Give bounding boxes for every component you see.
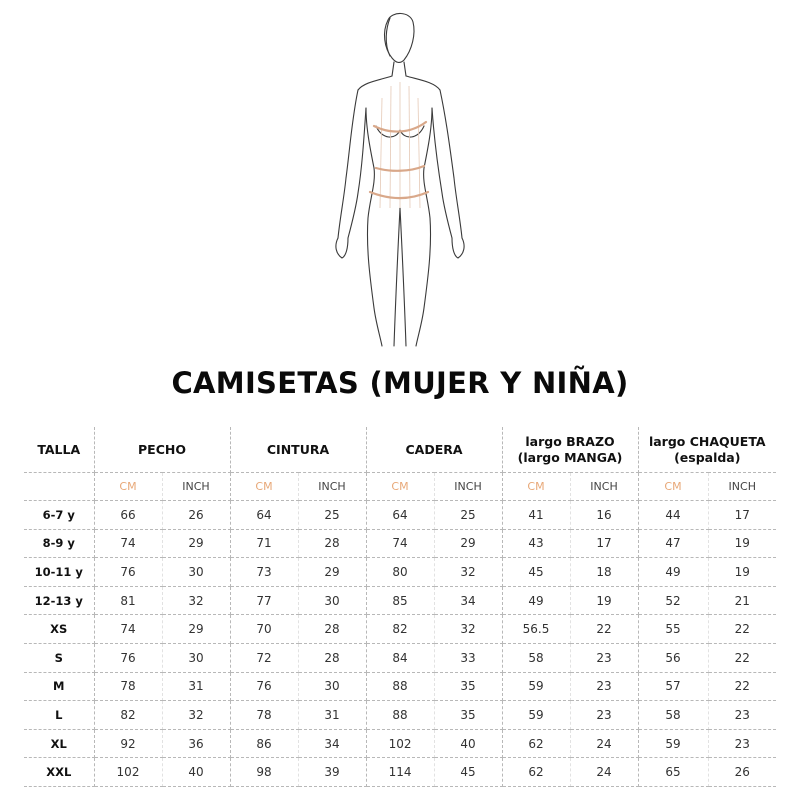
inch-value-cell: 22 [570, 615, 638, 644]
cm-value-cell: 114 [366, 758, 434, 787]
inch-value-cell: 30 [162, 558, 230, 587]
table-row [24, 586, 776, 615]
inch-value-cell: 28 [298, 615, 366, 644]
inch-value-cell: 34 [434, 586, 502, 615]
unit-cm: CM [502, 473, 570, 501]
cm-value-cell: 62 [502, 758, 570, 787]
inch-value-cell: 31 [298, 701, 366, 730]
unit-cm: CM [230, 473, 298, 501]
cm-value-cell: 85 [366, 586, 434, 615]
cm-value-cell: 47 [638, 529, 708, 558]
unit-inch: INCH [162, 473, 230, 501]
inch-value-cell: 19 [570, 586, 638, 615]
body-figure-illustration [300, 8, 500, 348]
cm-value-cell: 74 [366, 529, 434, 558]
inch-value-cell: 25 [298, 501, 366, 530]
cm-value-cell: 44 [638, 501, 708, 530]
inch-value-cell: 22 [708, 615, 776, 644]
cm-value-cell: 58 [638, 701, 708, 730]
cm-value-cell: 43 [502, 529, 570, 558]
inch-value-cell: 19 [708, 558, 776, 587]
inch-value-cell: 36 [162, 729, 230, 758]
table-row [24, 643, 776, 672]
cm-value-cell: 88 [366, 701, 434, 730]
size-label: L [24, 701, 94, 730]
cm-value-cell: 74 [94, 615, 162, 644]
cm-value-cell: 62 [502, 729, 570, 758]
inch-value-cell: 29 [162, 529, 230, 558]
cm-value-cell: 98 [230, 758, 298, 787]
cm-value-cell: 84 [366, 643, 434, 672]
unit-inch: INCH [434, 473, 502, 501]
cm-value-cell: 78 [94, 672, 162, 701]
cm-value-cell: 56 [638, 643, 708, 672]
cm-value-cell: 88 [366, 672, 434, 701]
inch-value-cell: 33 [434, 643, 502, 672]
page-title: CAMISETAS (MUJER Y NIÑA) [171, 366, 629, 400]
table-row [24, 558, 776, 587]
inch-value-cell: 28 [298, 643, 366, 672]
table-row [24, 758, 776, 787]
cm-value-cell: 65 [638, 758, 708, 787]
inch-value-cell: 17 [570, 529, 638, 558]
cm-value-cell: 49 [638, 558, 708, 587]
cm-value-cell: 49 [502, 586, 570, 615]
cm-value-cell: 92 [94, 729, 162, 758]
header-row [24, 427, 776, 473]
inch-value-cell: 28 [298, 529, 366, 558]
inch-value-cell: 40 [434, 729, 502, 758]
unit-inch: INCH [570, 473, 638, 501]
cm-value-cell: 57 [638, 672, 708, 701]
header-largo-brazo-line2: (largo MANGA) [517, 449, 623, 465]
cm-value-cell: 70 [230, 615, 298, 644]
header-largo-brazo-line1: largo BRAZO [525, 433, 615, 449]
header-pecho: PECHO [94, 427, 230, 473]
inch-value-cell: 23 [570, 643, 638, 672]
cm-value-cell: 59 [638, 729, 708, 758]
cm-value-cell: 66 [94, 501, 162, 530]
inch-value-cell: 32 [434, 615, 502, 644]
table-row [24, 701, 776, 730]
size-chart-table [24, 427, 776, 787]
size-label: M [24, 672, 94, 701]
inch-value-cell: 26 [162, 501, 230, 530]
size-label: XXL [24, 758, 94, 787]
size-label: XS [24, 615, 94, 644]
cm-value-cell: 72 [230, 643, 298, 672]
unit-inch: INCH [298, 473, 366, 501]
header-talla: TALLA [24, 427, 94, 473]
inch-value-cell: 17 [708, 501, 776, 530]
inch-value-cell: 31 [162, 672, 230, 701]
header-largo-chaqueta [638, 427, 776, 473]
cm-value-cell: 59 [502, 701, 570, 730]
unit-inch: INCH [708, 473, 776, 501]
inch-value-cell: 32 [162, 701, 230, 730]
inch-value-cell: 34 [298, 729, 366, 758]
inch-value-cell: 23 [708, 701, 776, 730]
size-label: 10-11 y [24, 558, 94, 587]
cm-value-cell: 76 [230, 672, 298, 701]
inch-value-cell: 23 [570, 672, 638, 701]
inch-value-cell: 32 [434, 558, 502, 587]
cm-value-cell: 86 [230, 729, 298, 758]
cm-value-cell: 78 [230, 701, 298, 730]
cm-value-cell: 58 [502, 643, 570, 672]
inch-value-cell: 23 [708, 729, 776, 758]
inch-value-cell: 32 [162, 586, 230, 615]
inch-value-cell: 25 [434, 501, 502, 530]
cm-value-cell: 82 [366, 615, 434, 644]
table-row [24, 672, 776, 701]
inch-value-cell: 16 [570, 501, 638, 530]
inch-value-cell: 30 [298, 672, 366, 701]
cm-value-cell: 73 [230, 558, 298, 587]
cm-value-cell: 76 [94, 643, 162, 672]
inch-value-cell: 19 [708, 529, 776, 558]
size-label: 12-13 y [24, 586, 94, 615]
inch-value-cell: 30 [162, 643, 230, 672]
cm-value-cell: 71 [230, 529, 298, 558]
cm-value-cell: 102 [94, 758, 162, 787]
inch-value-cell: 45 [434, 758, 502, 787]
header-cintura: CINTURA [230, 427, 366, 473]
inch-value-cell: 24 [570, 729, 638, 758]
header-largo-brazo [502, 427, 638, 473]
inch-value-cell: 26 [708, 758, 776, 787]
size-label: 8-9 y [24, 529, 94, 558]
header-largo-chaqueta-line1: largo CHAQUETA [648, 433, 766, 449]
cm-value-cell: 64 [230, 501, 298, 530]
inch-value-cell: 21 [708, 586, 776, 615]
table-row [24, 529, 776, 558]
inch-value-cell: 23 [570, 701, 638, 730]
cm-value-cell: 74 [94, 529, 162, 558]
inch-value-cell: 29 [434, 529, 502, 558]
inch-value-cell: 30 [298, 586, 366, 615]
inch-value-cell: 29 [162, 615, 230, 644]
table-row [24, 501, 776, 530]
cm-value-cell: 76 [94, 558, 162, 587]
inch-value-cell: 22 [708, 672, 776, 701]
size-label: S [24, 643, 94, 672]
inch-value-cell: 35 [434, 701, 502, 730]
cm-value-cell: 56.5 [502, 615, 570, 644]
unit-cm: CM [638, 473, 708, 501]
inch-value-cell: 40 [162, 758, 230, 787]
cm-value-cell: 80 [366, 558, 434, 587]
size-label: 6-7 y [24, 501, 94, 530]
cm-value-cell: 41 [502, 501, 570, 530]
size-label: XL [24, 729, 94, 758]
units-row [24, 473, 776, 501]
cm-value-cell: 55 [638, 615, 708, 644]
cm-value-cell: 64 [366, 501, 434, 530]
inch-value-cell: 39 [298, 758, 366, 787]
unit-cm: CM [94, 473, 162, 501]
cm-value-cell: 45 [502, 558, 570, 587]
unit-cm: CM [366, 473, 434, 501]
inch-value-cell: 35 [434, 672, 502, 701]
cm-value-cell: 102 [366, 729, 434, 758]
inch-value-cell: 29 [298, 558, 366, 587]
table-row [24, 615, 776, 644]
units-spacer [24, 473, 94, 501]
inch-value-cell: 24 [570, 758, 638, 787]
header-largo-chaqueta-line2: (espalda) [674, 449, 741, 465]
inch-value-cell: 22 [708, 643, 776, 672]
table-row [24, 729, 776, 758]
cm-value-cell: 77 [230, 586, 298, 615]
cm-value-cell: 82 [94, 701, 162, 730]
cm-value-cell: 59 [502, 672, 570, 701]
cm-value-cell: 81 [94, 586, 162, 615]
inch-value-cell: 18 [570, 558, 638, 587]
header-cadera: CADERA [366, 427, 502, 473]
cm-value-cell: 52 [638, 586, 708, 615]
